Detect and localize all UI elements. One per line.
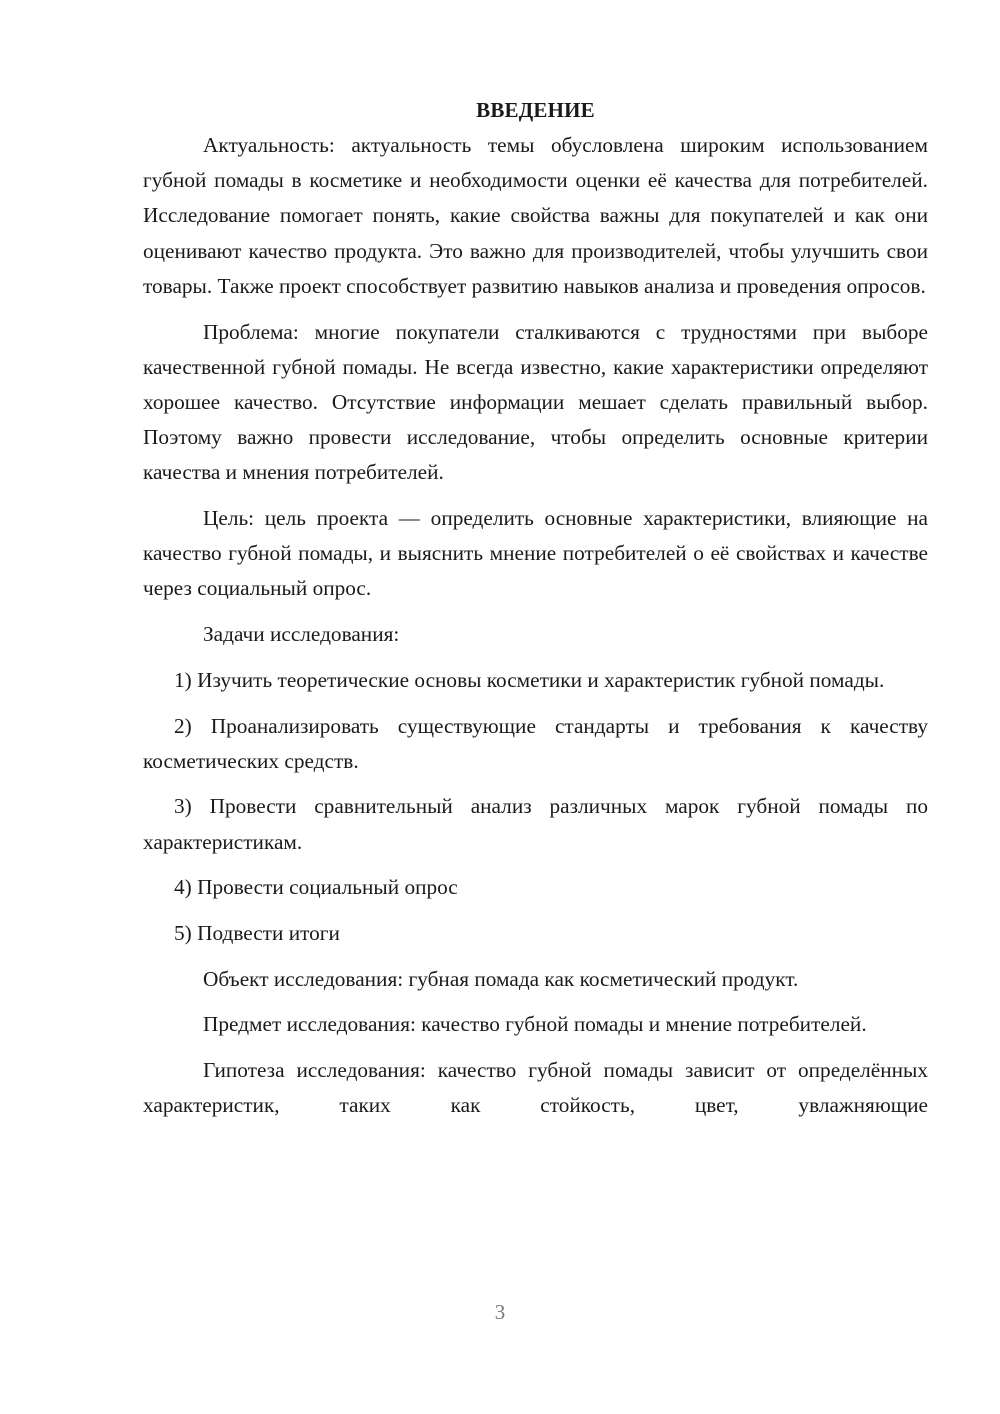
paragraph-problem: Проблема: многие покупатели сталкиваются с трудностями при выборе качественной губной помады. Не всегда известно, какие характеристики определяют хорошее качество. Отсутствие информации мешает сделать правильный выбор. Поэтому важно провести исследование, чтобы определить основные критерии качества и мнения потребителей. (143, 319, 928, 485)
tasks-list (143, 663, 928, 951)
task-item: 4) Провести социальный опрос (174, 875, 458, 900)
tasks-heading: Задачи исследования: (203, 622, 400, 647)
paragraph-subject: Предмет исследования: качество губной помады и мнение потребителей. (203, 1012, 867, 1037)
paragraph-relevance: Актуальность: актуальность темы обусловлена широким использованием губной помады в косметике и необходимости оценки её качества для потребителей. Исследование помогает понять, какие свойства важны для покупателей и как они оценивают качество продукта. Это важно для производителей, чтобы улучшить свои товары. Также проект способствует развитию навыков анализа и проведения опросов. (143, 133, 928, 298)
paragraph-goal: Цель: цель проекта — определить основные характеристики, влияющие на качество губной помады, и выяснить мнение потребителей о её свойствах и качестве через социальный опрос. (143, 506, 928, 601)
document-page (143, 93, 928, 1134)
paragraph-hypothesis: Гипотеза исследования: качество губной помады зависит от определённых характеристик, таких как стойкость, цвет, увлажняющие (143, 1058, 928, 1118)
task-item: 3) Провести сравнительный анализ различных марок губной помады по характеристикам. (143, 794, 928, 854)
paragraph-object: Объект исследования: губная помада как косметический продукт. (203, 966, 799, 991)
task-item: 5) Подвести итоги (174, 921, 340, 946)
section-title: ВВЕДЕНИЕ (476, 98, 595, 122)
task-item: 1) Изучить теоретические основы косметики и характеристик губной помады. (174, 667, 885, 692)
page-number: 3 (494, 1300, 506, 1324)
task-item: 2) Проанализировать существующие стандарты и требования к качеству косметических средств. (143, 713, 928, 773)
